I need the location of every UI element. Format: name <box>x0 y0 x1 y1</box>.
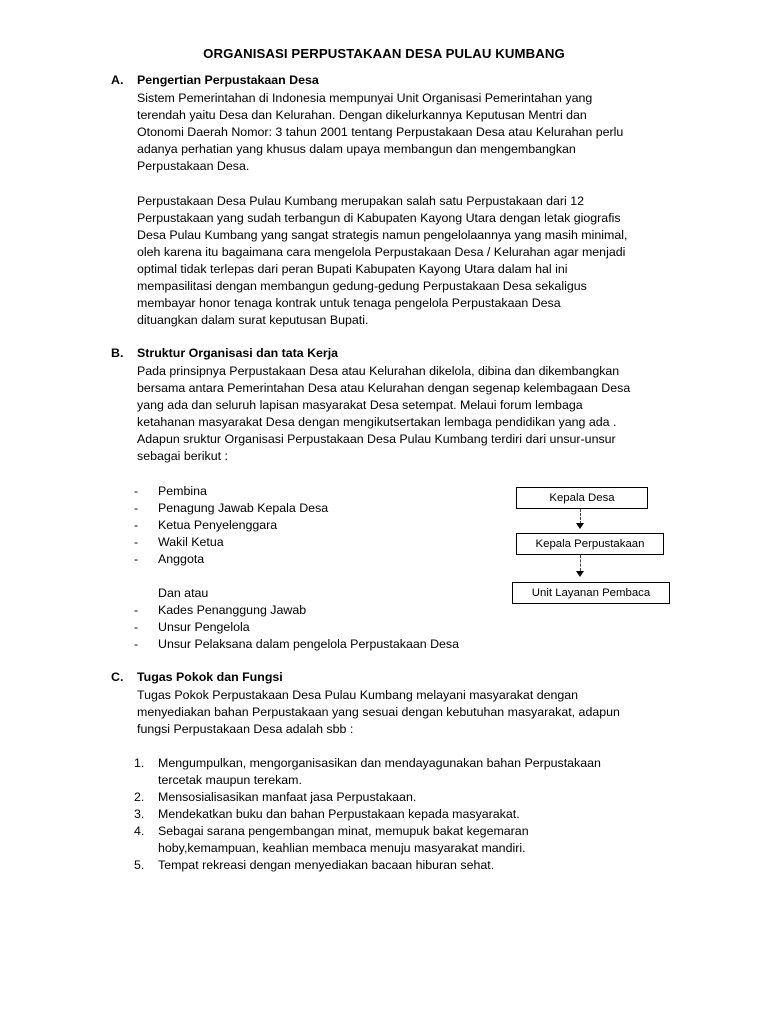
text-line: terendah yaitu Desa dan Kelurahan. Dengan dikelurkannya Keputusan Mentri dan <box>137 108 587 122</box>
list-item <box>134 857 601 874</box>
text-line: Sistem Pemerintahan di Indonesia mempunyai Unit Organisasi Pemerintahan yang <box>137 91 593 105</box>
text-line: oleh karena itu bagaimana cara mengelola Perpustakaan Desa / Kelurahan agar menjadi <box>137 245 626 259</box>
item-text: hoby,kemampuan, keahlian membaca menuju masyarakat mandiri. <box>158 841 526 855</box>
list-item <box>134 806 601 823</box>
section-b-letter: B. <box>111 346 124 360</box>
item-text: Sebagai sarana pengembangan minat, memupuk bakat kegemaran <box>158 824 529 838</box>
org-box-unit-layanan-pembaca: Unit Layanan Pembaca <box>512 582 670 604</box>
text-line: Tugas Pokok Perpustakaan Desa Pulau Kumbang melayani masyarakat dengan <box>137 688 579 702</box>
text-line: Perpustakaan Desa Pulau Kumbang merupakan salah satu Perpustakaan dari 12 <box>137 194 585 208</box>
text-line: Perpustakaan Desa. <box>137 159 250 173</box>
section-a-heading: Pengertian Perpustakaan Desa <box>137 73 319 87</box>
item-number: 3. <box>134 807 145 821</box>
list-item-text: Penagung Jawab Kepala Desa <box>158 501 329 515</box>
text-line: yang ada dan seluruh lapisan masyarakat Desa setempat. Melaui forum lembaga <box>137 398 583 412</box>
text-line: membayar honor tenaga kontrak untuk tenaga pengelola Perpustakaan Desa <box>137 296 561 310</box>
page-title: ORGANISASI PERPUSTAKAAN DESA PULAU KUMBANG <box>203 46 565 61</box>
section-a-paragraph-1 <box>137 90 697 175</box>
dash-bullet: - <box>134 637 139 651</box>
text-line: optimal tidak terlepas dari peran Bupati Kabupaten Kayong Utara dalam hal ini <box>137 262 568 276</box>
text-line: Desa Pulau Kumbang yang sangat strategis namun pengelolaannya yang masih minimal, <box>137 228 628 242</box>
list-item-text: Unsur Pelaksana dalam pengelola Perpustakaan Desa <box>158 637 460 651</box>
list-item-text: Unsur Pengelola <box>158 620 250 634</box>
item-number: 2. <box>134 790 145 804</box>
list-item-text: Anggota <box>158 552 205 566</box>
list-item <box>134 823 601 857</box>
list-item <box>134 789 601 806</box>
item-text: Mengumpulkan, mengorganisasikan dan mendayagunakan bahan Perpustakaan <box>158 756 601 770</box>
text-line: menyediakan bahan Perpustakaan yang sesuai dengan kebutuhan masyarakat, adapun <box>137 705 620 719</box>
section-c-paragraph-1 <box>137 687 697 738</box>
list-item-text: Ketua Penyelenggara <box>158 518 278 532</box>
dash-bullet: - <box>134 535 139 549</box>
dash-bullet: - <box>134 620 139 634</box>
section-c-letter: C. <box>111 670 124 684</box>
item-number: 5. <box>134 858 145 872</box>
item-text: Mendekatkan buku dan bahan Perpustakaan kepada masyarakat. <box>158 807 520 821</box>
list-item-text: Wakil Ketua <box>158 535 224 549</box>
dash-bullet: - <box>134 603 139 617</box>
item-number: 4. <box>134 824 145 838</box>
arrow-down-icon <box>576 523 584 529</box>
connector-line <box>580 509 581 524</box>
section-b-paragraph-1 <box>137 363 697 465</box>
text-line: fungsi Perpustakaan Desa adalah sbb : <box>137 722 354 736</box>
text-line: sebagai berikut : <box>137 449 228 463</box>
connector-line <box>580 555 581 571</box>
item-number: 1. <box>134 756 145 770</box>
section-a-paragraph-2 <box>137 193 697 329</box>
dash-bullet: - <box>134 484 139 498</box>
item-text: tercetak maupun terekam. <box>158 773 302 787</box>
list-item-text: Kades Penanggung Jawab <box>158 603 307 617</box>
dan-atau-label: Dan atau <box>158 586 209 600</box>
text-line: mempasilitasi dengan membangun gedung-gedung Perpustakaan Desa sekaligus <box>137 279 587 293</box>
dash-bullet: - <box>134 518 139 532</box>
section-b-heading: Struktur Organisasi dan tata Kerja <box>137 346 339 360</box>
text-line: Otonomi Daerah Nomor: 3 tahun 2001 tentang Perpustakaan Desa atau Kelurahan perlu <box>137 125 624 139</box>
org-box-kepala-desa: Kepala Desa <box>516 487 648 509</box>
list-item <box>134 755 601 789</box>
dash-bullet: - <box>134 501 139 515</box>
text-line: Perpustakaan yang sudah terbangun di Kabupaten Kayong Utara dengan letak giografis <box>137 211 621 225</box>
text-line: adanya perhatian yang khusus dalam upaya membangun dan mengembangkan <box>137 142 576 156</box>
arrow-down-icon <box>576 571 584 577</box>
fungsi-list <box>134 755 601 874</box>
item-text: Mensosialisasikan manfaat jasa Perpustakaan. <box>158 790 417 804</box>
text-line: ketahanan masyarakat Desa dengan mengikutsertakan lembaga pendidikan yang ada . <box>137 415 617 429</box>
section-a-letter: A. <box>111 73 124 87</box>
text-line: Pada prinsipnya Perpustakaan Desa atau Kelurahan dikelola, dibina dan dikembangkan <box>137 364 620 378</box>
item-text: Tempat rekreasi dengan menyediakan bacaan hiburan sehat. <box>158 858 495 872</box>
list-item-text: Pembina <box>158 484 207 498</box>
text-line: Adapun sruktur Organisasi Perpustakaan Desa Pulau Kumbang terdiri dari unsur-unsur <box>137 432 616 446</box>
org-box-kepala-perpustakaan: Kepala Perpustakaan <box>516 533 664 555</box>
section-c-heading: Tugas Pokok dan Fungsi <box>137 670 283 684</box>
text-line: dituangkan dalam surat keputusan Bupati. <box>137 313 369 327</box>
text-line: bersama antara Pemerintahan Desa atau Kelurahan dengan segenap kelembagaan Desa <box>137 381 631 395</box>
dash-bullet: - <box>134 552 139 566</box>
